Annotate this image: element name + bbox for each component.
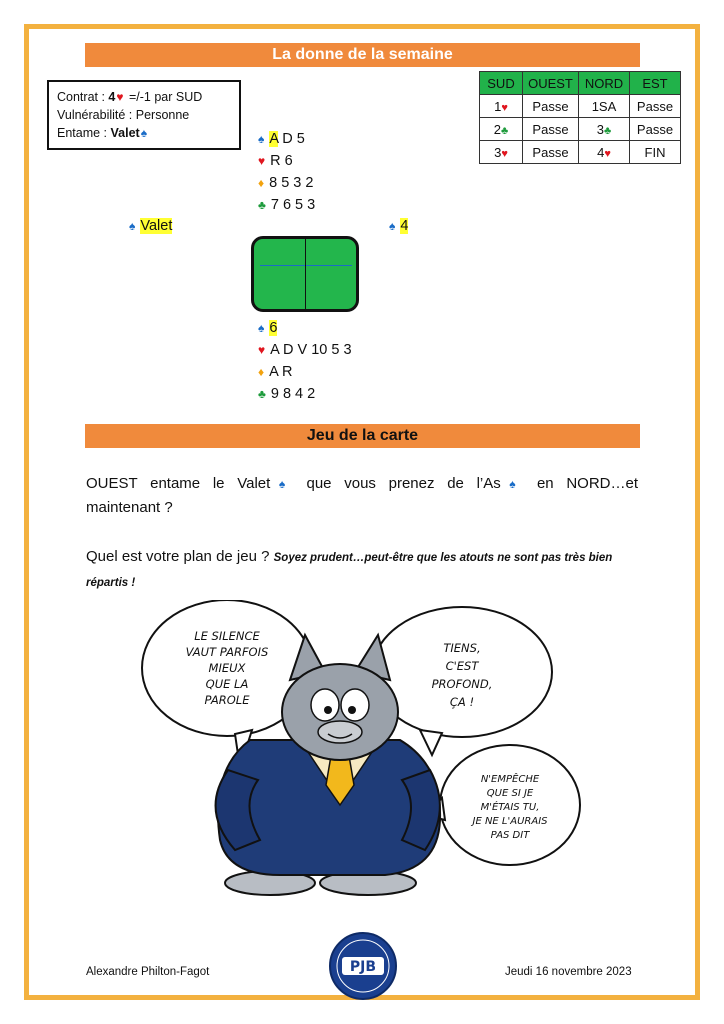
header-sud: SUD: [480, 72, 523, 95]
spade-icon: ♠: [270, 477, 294, 491]
bubble-text: PAROLE: [204, 693, 250, 707]
south-hand: [258, 317, 352, 405]
bubble-text: QUE LA: [205, 677, 249, 691]
club-logo-icon: [328, 931, 398, 1001]
spade-cards: D 5: [278, 131, 305, 147]
paragraph-line: [86, 472, 638, 496]
heart-icon: ♥: [604, 147, 611, 160]
bid-cell: Passe: [523, 95, 579, 118]
north-spades: [258, 128, 315, 150]
south-hearts: [258, 339, 352, 361]
bubble-text: PAS DIT: [490, 830, 530, 841]
bidding-header-row: [480, 72, 681, 95]
header-ouest: OUEST: [523, 72, 579, 95]
north-clubs: [258, 194, 315, 216]
vulnerability-line: Vulnérabilité : Personne: [57, 108, 190, 122]
spade-icon: ♠: [129, 219, 136, 233]
bubble-text: LE SILENCE: [194, 629, 260, 643]
bid-value: 2: [493, 121, 501, 137]
spade-icon: ♠: [258, 132, 265, 146]
bubble-text: M'ÉTAIS TU,: [480, 802, 540, 813]
bubble-text: TIENS,: [443, 641, 481, 655]
contract-level: 4: [108, 90, 116, 104]
spade-icon: ♠: [500, 477, 525, 491]
para-text: OUEST entame le Valet: [86, 475, 271, 492]
bid-value: 3: [596, 121, 604, 137]
heart-icon: ♥: [258, 343, 266, 357]
south-spades: [258, 317, 352, 339]
heart-cards: A D V 10 5 3: [270, 342, 352, 358]
footer-date: Jeudi 16 novembre 2023: [505, 966, 632, 978]
bid-cell: [480, 118, 523, 141]
club-icon: ♣: [258, 387, 266, 401]
spade-icon: ♠: [140, 126, 148, 140]
bid-cell: Passe: [630, 118, 681, 141]
footer-author: Alexandre Philton-Fagot: [86, 966, 210, 978]
header-bar: La donne de la semaine: [85, 43, 640, 67]
section-bar: Jeu de la carte: [85, 424, 640, 448]
diamond-cards: A R: [269, 364, 293, 380]
plan-question: Quel est votre plan de jeu ?: [86, 548, 274, 565]
bid-cell: Passe: [523, 118, 579, 141]
bid-cell: [480, 95, 523, 118]
club-cards: 9 8 4 2: [270, 386, 316, 402]
table-line: [305, 239, 306, 309]
club-icon: ♣: [501, 124, 509, 137]
table-line: [260, 265, 352, 266]
east-card: [389, 215, 408, 237]
paragraph-lead: [86, 472, 638, 520]
west-card-value: Valet: [140, 218, 173, 234]
bubble-text: MIEUX: [208, 661, 246, 675]
bid-cell: [480, 141, 523, 164]
header-est: EST: [630, 72, 681, 95]
club-icon: ♣: [604, 124, 612, 137]
bubble-text: C'EST: [445, 659, 479, 673]
contract-label: Contrat :: [57, 90, 109, 104]
bid-value: 4: [597, 144, 605, 160]
cartoon-cat-illustration: [140, 600, 590, 900]
bid-cell: [579, 141, 630, 164]
heart-icon: ♥: [258, 154, 266, 168]
bidding-row: [480, 95, 681, 118]
north-hand: [258, 128, 315, 216]
bidding-row: [480, 141, 681, 164]
heart-cards: R 6: [270, 153, 293, 169]
paragraph-plan: [86, 545, 638, 595]
lead-line: [57, 124, 231, 142]
header-nord: NORD: [579, 72, 630, 95]
spade-icon: ♠: [258, 321, 265, 335]
para-text: que vous prenez de l’As: [293, 475, 501, 492]
north-hearts: [258, 150, 315, 172]
club-icon: ♣: [258, 198, 266, 212]
spade-cards: 6: [269, 320, 278, 336]
bubble-text: QUE SI JE: [486, 788, 534, 799]
plan-note: Soyez prudent…peut-être que les atouts ne sont pas très bien répartis !: [86, 552, 613, 589]
contract-line: [57, 88, 231, 106]
bidding-table: [479, 71, 681, 164]
bridge-table: [251, 236, 359, 312]
paragraph-line: maintenant ?: [86, 499, 173, 516]
heart-icon: ♥: [501, 101, 508, 114]
bid-cell: FIN: [630, 141, 681, 164]
lead-card: Valet: [110, 126, 140, 140]
south-clubs: [258, 383, 352, 405]
lead-label: Entame :: [57, 126, 111, 140]
bid-cell: 1SA: [579, 95, 630, 118]
bid-value: 3: [494, 144, 502, 160]
diamond-cards: 8 5 3 2: [269, 175, 314, 191]
club-cards: 7 6 5 3: [270, 197, 316, 213]
bidding-row: [480, 118, 681, 141]
bubble-text: N'EMPÊCHE: [480, 774, 540, 785]
spade-icon: ♠: [389, 219, 396, 233]
south-diamonds: [258, 361, 352, 383]
highlighted-card: A: [269, 131, 279, 147]
bid-cell: Passe: [523, 141, 579, 164]
contract-result: =/-1 par SUD: [125, 90, 203, 104]
cat-head: [282, 664, 398, 760]
bid-cell: Passe: [630, 95, 681, 118]
bid-cell: [579, 118, 630, 141]
bubble-text: PROFOND,: [431, 677, 493, 691]
para-text: en NORD…et: [524, 475, 639, 492]
bubble-text: VAUT PARFOIS: [185, 645, 269, 659]
bid-value: 1: [494, 98, 502, 114]
east-card-value: 4: [400, 218, 409, 234]
diamond-icon: ♦: [258, 176, 265, 190]
west-card: [129, 215, 172, 237]
north-diamonds: [258, 172, 315, 194]
logo-text: PJB: [349, 959, 377, 975]
bubble-text: JE NE L'AURAIS: [472, 816, 548, 827]
heart-icon: ♥: [116, 90, 124, 104]
diamond-icon: ♦: [258, 365, 265, 379]
bubble-text: ÇA !: [449, 695, 475, 709]
contract-box: [47, 80, 241, 150]
heart-icon: ♥: [501, 147, 508, 160]
